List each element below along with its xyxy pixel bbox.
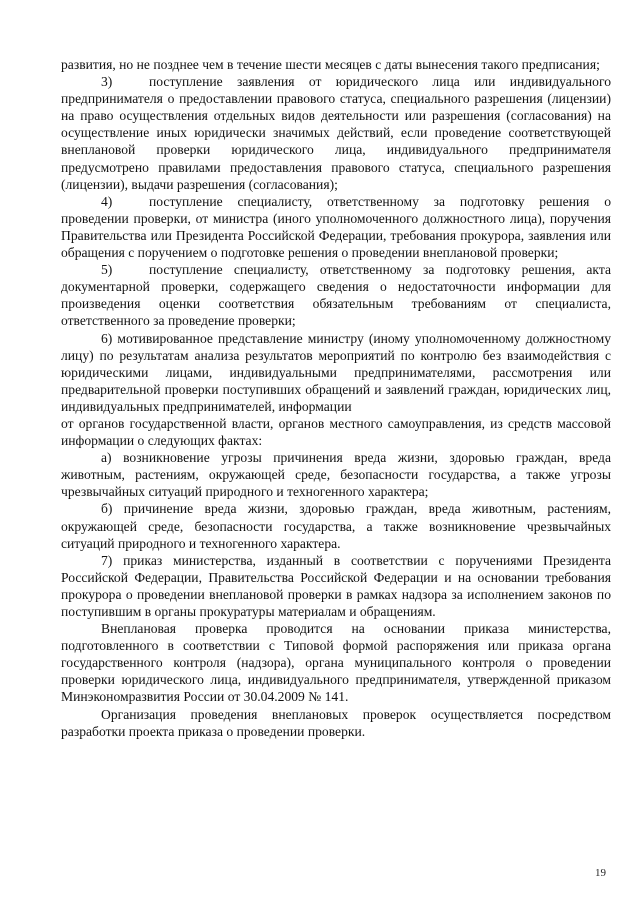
list-item-number: 3): [101, 74, 113, 90]
list-item-3: [61, 73, 611, 193]
paragraph-organization: Организация проведения внеплановых проверок осуществляется посредством разработки проекта приказа о проведении проверки.: [61, 706, 611, 739]
paragraph-continuation: развития, но не позднее чем в течение шести месяцев с даты вынесения такого предписания;: [61, 57, 600, 72]
list-item-number: 4): [101, 193, 113, 209]
list-item-text: поступление специалисту, ответственному за подготовку решения, акта документарной проверки, содержащего сведения о недостаточности информации для произведения оценки соответствия обязательным требованиям от специалиста, ответственного за проведение проверки;: [61, 262, 611, 329]
list-item-5: [61, 261, 611, 329]
list-item-6-continuation: от органов государственной власти, органов местного самоуправления, из средств массовой информации о следующих фактах:: [61, 415, 611, 449]
sub-item-b: б) причинение вреда жизни, здоровью граждан, вреда животным, растениям, окружающей среде, безопасности государства, а также возникновение чрезвычайных ситуаций природного и техногенного характера.: [61, 501, 611, 551]
list-item-number: 5): [101, 262, 113, 278]
list-item-text: поступление заявления от юридического лица или индивидуального предпринимателя о предоставлении правового статуса, специального разрешения (лицензии) на право осуществления отдельных видов деятельности или разрешения (согласования) на осуществление иных юридически значимых действий, если проведение соответствующей внеплановой проверки юридического лица, индивидуального предпринимателя предусмотрено правилами предоставления правового статуса, специального разрешения (лицензии), выдачи разрешения (согласования);: [61, 74, 611, 192]
paragraph-unscheduled-inspection: Внеплановая проверка проводится на основании приказа министерства, подготовленного в соответствии с Типовой формой распоряжения или приказа органа государственного контроля (надзора), органа муниципального контроля о проведении проверки юридического лица, индивидуального предпринимателя, утвержденной приказом Минэкономразвития России от 30.04.2009 № 141.: [61, 621, 611, 705]
list-item-7: 7) приказ министерства, изданный в соответствии с поручениями Президента Российской Федерации, Правительства Российской Федерации и на основании требования прокурора о проведении внеплановой проверки в рамках надзора за исполнением законов по поступившим в органы прокуратуры материалам и обращениям.: [61, 552, 611, 619]
list-item-text: поступление специалисту, ответственному за подготовку решения о проведении проверки, от министра (иного уполномоченного должностного лица), поручения Правительства или Президента Российской Федерации, требования прокурора, заявления или обращения с поручением о подготовке решения о проведении внеплановой проверки;: [61, 193, 611, 261]
list-item-4: [61, 193, 611, 261]
sub-item-a: а) возникновение угрозы причинения вреда жизни, здоровью граждан, вреда животным, растениям, окружающей среде, безопасности государства, а также угрозы чрезвычайных ситуаций природного и техногенного характера;: [61, 450, 611, 500]
list-item-6: 6) мотивированное представление министру (иному уполномоченному должностному лицу) по результатам анализа результатов мероприятий по контролю без взаимодействия с юридическими лицами, индивидуальными предпринимателями, рассмотрения или предварительной проверки поступивших обращений и заявлений граждан, юридических лиц, индивидуальных предпринимателей, информации: [61, 330, 611, 414]
page-number: 19: [595, 867, 606, 879]
body-text: [61, 56, 611, 740]
